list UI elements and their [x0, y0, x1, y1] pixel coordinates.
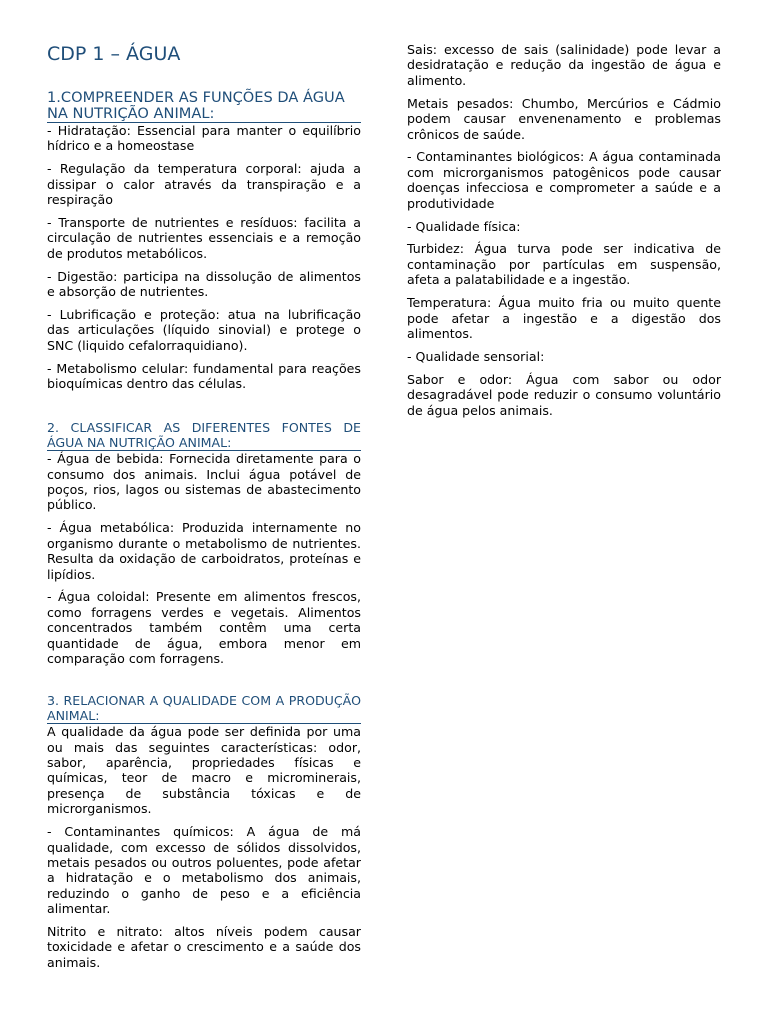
paragraph: - Hidratação: Essencial para manter o equilíbrio hídrico e a homeostase: [47, 123, 361, 154]
paragraph: Sais: excesso de sais (salinidade) pode levar a desidratação e redução da ingestão de água e alimento.: [407, 42, 721, 88]
paragraph: - Qualidade sensorial:: [407, 348, 545, 364]
paragraph: - Lubrificação e proteção: atua na lubrificação das articulações (líquido sinovial) e protege o SNC (liquido cefalorraquidiano).: [47, 307, 361, 353]
paragraph: - Água metabólica: Produzida internamente no organismo durante o metabolismo de nutrientes. Resulta da oxidação de carboidratos, proteínas e lipídios.: [47, 520, 361, 582]
document-title: CDP 1 – ÁGUA: [47, 43, 181, 65]
paragraph: - Água coloidal: Presente em alimentos frescos, como forragens verdes e vegetais. Alimentos concentrados também contêm uma certa quantidade de água, embora menor em comparação com forragens.: [47, 589, 361, 667]
paragraph: - Transporte de nutrientes e resíduos: facilita a circulação de nutrientes essenciais e a remoção de produtos metabólicos.: [47, 215, 361, 261]
paragraph: - Digestão: participa na dissolução de alimentos e absorção de nutrientes.: [47, 268, 361, 300]
section-heading: 2. CLASSIFICAR AS DIFERENTES FONTES DE ÁGUA NA NUTRIÇÃO ANIMAL:: [47, 420, 361, 450]
paragraph: A qualidade da água pode ser definida por uma ou mais das seguintes características: odor, sabor, aparência, propriedades físicas e químicas, teor de macro e microminerais, presença de substância tóxicas e de microrganismos.: [47, 724, 361, 817]
paragraph: - Qualidade física:: [407, 218, 521, 234]
section-water-sources: [47, 421, 361, 674]
paragraph: Nitrito e nitrato: altos níveis podem causar toxicidade e afetar o crescimento e a saúde dos animais.: [47, 924, 361, 970]
paragraph: - Água de bebida: Fornecida diretamente para o consumo dos animais. Inclui água potável de poços, rios, lagos ou sistemas de abastecimento público.: [47, 451, 361, 513]
paragraph: Turbidez: Água turva pode ser indicativa de contaminação por partículas em suspensão, afeta a palatabilidade e a ingestão.: [407, 241, 721, 288]
paragraph: - Regulação da temperatura corporal: ajuda a dissipar o calor através da transpiração e a respiração: [47, 161, 361, 208]
paragraph: - Contaminantes químicos: A água de má qualidade, com excesso de sólidos dissolvidos, metais pesados ou outros poluentes, pode afetar a hidratação e o metabolismo dos animais, reduzindo o ganho de peso e a eficiência alimentar.: [47, 824, 361, 917]
right-column-content: [407, 42, 721, 426]
section-heading: 3. RELACIONAR A QUALIDADE COM A PRODUÇÃO ANIMAL:: [47, 693, 361, 723]
paragraph: Temperatura: Água muito fria ou muito quente pode afetar a ingestão e a digestão dos alimentos.: [407, 295, 721, 341]
paragraph: Sabor e odor: Água com sabor ou odor desagradável pode reduzir o consumo voluntário de água pelos animais.: [407, 371, 721, 418]
section-water-quality: [47, 694, 361, 978]
section-heading: 1.COMPREENDER AS FUNÇÕES DA ÁGUA NA NUTRIÇÃO ANIMAL:: [47, 90, 361, 123]
paragraph: Metais pesados: Chumbo, Mercúrios e Cádmio podem causar envenenamento e problemas crônicos de saúde.: [407, 95, 721, 142]
paragraph: - Contaminantes biológicos: A água contaminada com microrganismos patogênicos pode causar doenças infecciosa e comprometer a saúde e a produtividade: [407, 149, 721, 211]
paragraph: - Metabolismo celular: fundamental para reações bioquímicas dentro das células.: [47, 360, 361, 392]
section-water-functions: [47, 90, 361, 399]
